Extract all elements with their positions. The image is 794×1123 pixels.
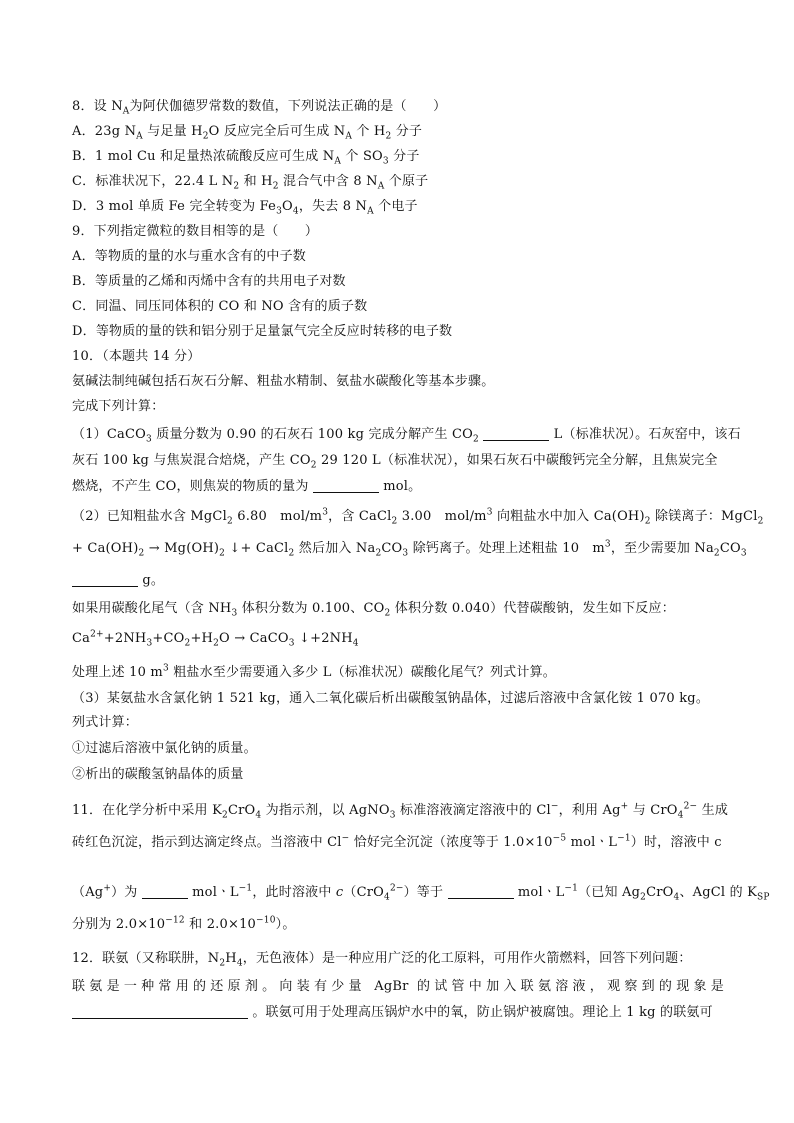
q10-part3-line1: （3）某氨盐水含氯化钠 1 521 kg，通入二氧化碳后析出碳酸氢钠晶体，过滤后溶液中含氯化铵 1 070 kg。: [72, 691, 710, 706]
q10-heading: 10．（本题共 14 分）: [72, 349, 201, 364]
q12-line1: 12．联氨（又称联肼，$N_2H_4$，无色液体）是一种应用广泛的化工原料，可用作火箭燃料，回答下列问题：: [72, 951, 692, 969]
answer-blank[interactable]: [313, 478, 379, 493]
q11-line1: 11．在化学分析中采用 $K_2CrO_4$ 为指示剂，以 AgNO$_3$ 标准溶液滴定溶液中的 Cl−，利用 Ag+ 与 CrO$_4^{2-}$ 生成: [72, 801, 729, 821]
q8-option-c: C．标准状况下，22.4 L $N_2$ 和 $H_2$ 混合气中含 8 $N_A$ 个原子: [72, 174, 429, 192]
q10-part3-item2: ②析出的碳酸氢钠晶体的质量: [72, 767, 244, 782]
q10-reaction-equation: $Ca^{2+}+2NH_3+CO_2+H_2O$ → CaCO$_3$ $↓+2NH_4$: [72, 629, 359, 649]
answer-blank[interactable]: [483, 426, 549, 441]
answer-blank[interactable]: [72, 572, 138, 587]
q9-option-c: C．同温、同压同体积的 CO 和 NO 含有的质子数: [72, 299, 368, 314]
q10-part2-line2: + $Ca(OH)_2 \to Mg(OH)_2$ ↓+ CaCl$_2$ 然后加入 $Na_2CO_3$ 除钙离子。处理上述粗盐 10 $m^3$，至少需要加 $Na_2CO_3$: [72, 539, 747, 559]
q10-task: 完成下列计算：: [72, 399, 165, 414]
q10-part2-line4: 如果用碳酸化尾气（含 $NH_3$ 体积分数为 0.100、$CO_2$ 体积分数 0.040）代替碳酸钠，发生如下反应：: [72, 601, 675, 619]
q11-line2: 砖红色沉淀，指示到达滴定终点。当溶液中 Cl− 恰好完全沉淀（浓度等于 $1.0\times 10^{-5}$ molㆍ$L^{-1}$）时，溶液中 c: [72, 833, 722, 850]
q11-line3: （Ag+）为 molㆍ$L^{-1}$，此时溶液中 c（CrO$_4^{2-}$）等于 molㆍ$L^{-1}$（已知 $Ag_2CrO_4$、AgCl 的 $K_{SP}$: [72, 883, 770, 903]
q10-part1-line1: （1）CaCO$_3$ 质量分数为 0.90 的石灰石 100 kg 完成分解产生 $CO_2$ L（标准状况）。石灰窑中，该石: [72, 427, 741, 445]
q8-option-b: B．1 mol Cu 和足量热浓硫酸反应可生成 $N_A$ 个 $SO_3$ 分子: [72, 149, 420, 167]
answer-blank[interactable]: [72, 1004, 248, 1019]
q10-part1-line3: 燃烧，不产生 CO，则焦炭的物质的量为 mol。: [72, 479, 422, 494]
q10-part2-line5: 处理上述 10 $m^3$ 粗盐水至少需要通入多少 L（标准状况）碳酸化尾气？列式计算。: [72, 663, 556, 680]
q10-part3-item1: ①过滤后溶液中氯化钠的质量。: [72, 741, 257, 756]
q12-line2: 联氨是一种常用的还原剂。向装有少量 AgBr 的试管中加入联氨溶液，观察到的现象是: [72, 979, 724, 994]
answer-blank[interactable]: [448, 884, 514, 899]
q9-stem: 9．下列指定微粒的数目相等的是（ ）: [72, 224, 319, 239]
q9-option-d: D．等物质的量的铁和铝分别于足量氯气完全反应时转移的电子数: [72, 324, 453, 339]
q10-intro: 氨碱法制纯碱包括石灰石分解、粗盐水精制、氨盐水碳酸化等基本步骤。: [72, 374, 495, 389]
q8-stem: 8．设 $N_A$为阿伏伽德罗常数的数值，下列说法正确的是（ ）: [72, 99, 447, 117]
q9-option-b: B．等质量的乙烯和丙烯中含有的共用电子对数: [72, 274, 346, 289]
q10-part2-line3: g。: [72, 570, 164, 592]
q9-option-a: A．等物质的量的水与重水含有的中子数: [72, 249, 306, 264]
q8-option-a: A．23g $N_A$ 与足量 $H_2O$ 反应完全后可生成 $N_A$ 个 $H_2$ 分子: [72, 124, 423, 142]
q10-part3-line2: 列式计算：: [72, 715, 139, 730]
q10-part2-line1: （2）已知粗盐水含 MgCl$_2$ 6.80 mol/$m^3$，含 CaCl$_2$ 3.00 mol/$m^3$ 向粗盐水中加入 $Ca(OH)_2$ 除镁离子：MgCl$_2$: [72, 507, 764, 527]
q8-option-d: D．3 mol 单质 Fe 完全转变为 $Fe_3O_4$，失去 8 $N_A$ 个电子: [72, 199, 418, 217]
answer-blank[interactable]: [142, 884, 188, 899]
q10-part1-line2: 灰石 100 kg 与焦炭混合焙烧，产生 $CO_2$ 29 120 L（标准状况），如果石灰石中碳酸钙完全分解，且焦炭完全: [72, 453, 718, 471]
q11-line4: 分别为 $2.0\times 10^{-12}$ 和 $2.0\times 10^{-10}$）。: [72, 915, 296, 932]
q12-line3: 。联氨可用于处理高压锅炉水中的氧，防止锅炉被腐蚀。理论上 1 kg 的联氨可: [72, 1002, 713, 1024]
